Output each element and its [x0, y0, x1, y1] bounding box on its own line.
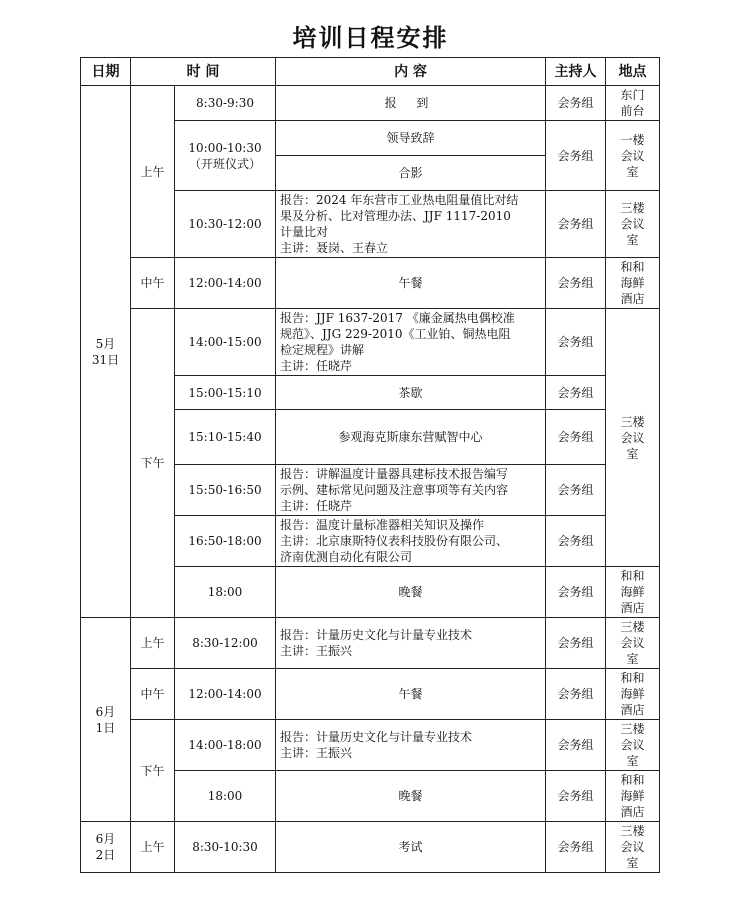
period-cell: 中午: [131, 669, 175, 720]
time-cell: 12:00-14:00: [175, 669, 276, 720]
time-cell: 14:00-18:00: [175, 720, 276, 771]
host-cell: 会务组: [546, 567, 606, 618]
place-cell: 三楼 会议 室: [606, 191, 660, 258]
table-row: [81, 258, 660, 309]
host-cell: 会务组: [546, 410, 606, 465]
table-row: [81, 720, 660, 771]
header-time: 时 间: [131, 58, 276, 86]
content-cell: 报告：JJF 1637-2017 《廉金属热电偶校准 规范》、JJG 229-2010《工业铂、铜热电阻 检定规程》讲解 主讲：任晓芹: [276, 309, 546, 376]
schedule-table: [80, 57, 660, 873]
place-cell: 和和 海鲜 酒店: [606, 258, 660, 309]
place-cell: 和和 海鲜 酒店: [606, 567, 660, 618]
header-date: 日期: [81, 58, 131, 86]
time-cell: 8:30-9:30: [175, 86, 276, 121]
place-cell: 和和 海鲜 酒店: [606, 669, 660, 720]
time-cell: 15:10-15:40: [175, 410, 276, 465]
date-cell: 6月 2日: [81, 822, 131, 873]
content-cell: 报告：2024 年东营市工业热电阻量值比对结 果及分析、比对管理办法、JJF 1117-2010 计量比对 主讲：聂岗、王春立: [276, 191, 546, 258]
period-cell: 中午: [131, 258, 175, 309]
place-cell: 三楼 会议 室: [606, 309, 660, 567]
content-cell: 领导致辞: [276, 121, 546, 156]
period-cell: 上午: [131, 86, 175, 258]
content-cell: 报 到: [276, 86, 546, 121]
time-cell: 10:30-12:00: [175, 191, 276, 258]
period-cell: 下午: [131, 309, 175, 618]
host-cell: 会务组: [546, 86, 606, 121]
time-cell: 14:00-15:00: [175, 309, 276, 376]
period-cell: 下午: [131, 720, 175, 822]
host-cell: 会务组: [546, 191, 606, 258]
content-cell: 晚餐: [276, 567, 546, 618]
place-cell: 一楼 会议 室: [606, 121, 660, 191]
header-content: 内 容: [276, 58, 546, 86]
place-cell: 三楼 会议 室: [606, 720, 660, 771]
content-cell: 午餐: [276, 258, 546, 309]
content-cell: 参观海克斯康东营赋智中心: [276, 410, 546, 465]
host-cell: 会务组: [546, 258, 606, 309]
content-cell: 报告：计量历史文化与计量专业技术 主讲：王振兴: [276, 720, 546, 771]
host-cell: 会务组: [546, 669, 606, 720]
content-cell: 合影: [276, 156, 546, 191]
host-cell: 会务组: [546, 376, 606, 410]
content-cell: 考试: [276, 822, 546, 873]
page-title: 培训日程安排: [292, 24, 449, 52]
host-cell: 会务组: [546, 516, 606, 567]
content-cell: 报告：讲解温度计量器具建标技术报告编写 示例、建标常见问题及注意事项等有关内容 主讲：任晓芹: [276, 465, 546, 516]
content-cell: 报告：温度计量标准器相关知识及操作 主讲：北京康斯特仪表科技股份有限公司、 济南优测自动化有限公司: [276, 516, 546, 567]
table-row: [81, 669, 660, 720]
host-cell: 会务组: [546, 720, 606, 771]
time-cell: 18:00: [175, 771, 276, 822]
period-cell: 上午: [131, 618, 175, 669]
date-cell: 6月 1日: [81, 618, 131, 822]
host-cell: 会务组: [546, 465, 606, 516]
header-place: 地点: [606, 58, 660, 86]
host-cell: 会务组: [546, 618, 606, 669]
period-cell: 上午: [131, 822, 175, 873]
header-row: [81, 58, 660, 86]
content-cell: 午餐: [276, 669, 546, 720]
time-cell: 16:50-18:00: [175, 516, 276, 567]
place-cell: 东门 前台: [606, 86, 660, 121]
table-row: [81, 618, 660, 669]
date-cell: 5月 31日: [81, 86, 131, 618]
time-cell: 12:00-14:00: [175, 258, 276, 309]
time-cell: 10:00-10:30 （开班仪式）: [175, 121, 276, 191]
time-cell: 15:50-16:50: [175, 465, 276, 516]
content-cell: 晚餐: [276, 771, 546, 822]
place-cell: 三楼 会议 室: [606, 618, 660, 669]
table-row: [81, 309, 660, 376]
time-cell: 15:00-15:10: [175, 376, 276, 410]
time-cell: 8:30-12:00: [175, 618, 276, 669]
place-cell: 和和 海鲜 酒店: [606, 771, 660, 822]
host-cell: 会务组: [546, 822, 606, 873]
host-cell: 会务组: [546, 771, 606, 822]
header-host: 主持人: [546, 58, 606, 86]
content-cell: 报告：计量历史文化与计量专业技术 主讲：王振兴: [276, 618, 546, 669]
host-cell: 会务组: [546, 121, 606, 191]
place-cell: 三楼 会议 室: [606, 822, 660, 873]
content-cell: 茶歇: [276, 376, 546, 410]
table-row: [81, 86, 660, 121]
host-cell: 会务组: [546, 309, 606, 376]
time-cell: 18:00: [175, 567, 276, 618]
time-cell: 8:30-10:30: [175, 822, 276, 873]
table-row: [81, 822, 660, 873]
